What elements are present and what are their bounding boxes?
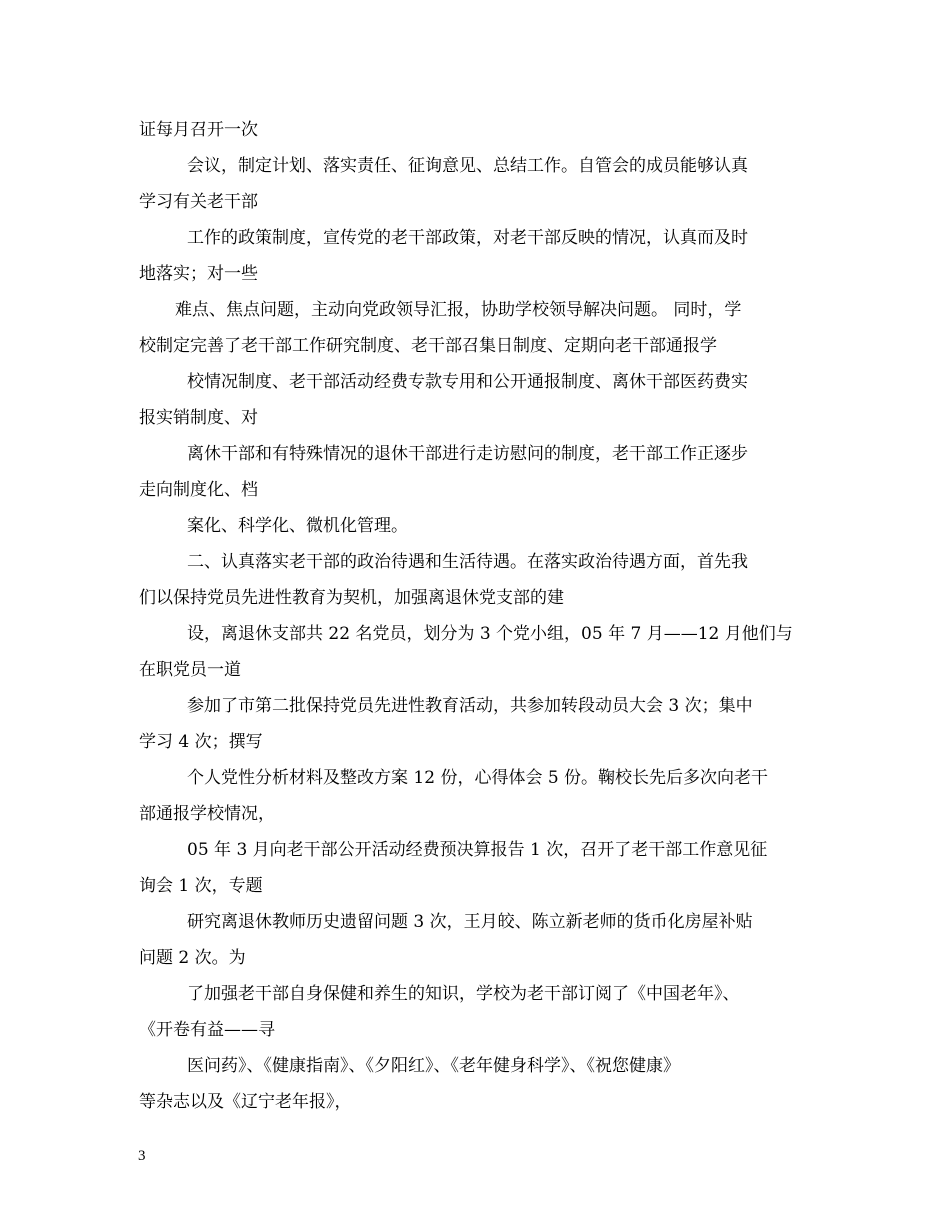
text-line: 《开卷有益——寻	[139, 1020, 275, 1040]
text-line: 校制定完善了老干部工作研究制度、老干部召集日制度、定期向老干部通报学	[139, 336, 717, 356]
text-line: 参加了市第二批保持党员先进性教育活动，共参加转段动员大会 3 次；集中	[187, 696, 753, 716]
text-line: 05 年 3 月向老干部公开活动经费预决算报告 1 次，召开了老干部工作意见征	[187, 840, 768, 860]
text-line: 地落实；对一些	[139, 264, 258, 284]
text-line: 问题 2 次。为	[139, 948, 246, 968]
text-line: 了加强老干部自身保健和养生的知识，学校为老干部订阅了《中国老年》、	[187, 984, 740, 1004]
text-line: 离休干部和有特殊情况的退休干部进行走访慰问的制度，老干部工作正逐步	[187, 444, 748, 464]
text-line: 二、认真落实老干部的政治待遇和生活待遇。在落实政治待遇方面，首先我	[187, 552, 748, 572]
text-line: 证每月召开一次	[139, 120, 258, 140]
text-line: 案化、科学化、微机化管理。	[187, 516, 408, 536]
text-line: 医问药》、《健康指南》、《夕阳红》、《老年健身科学》、《祝您健康》	[187, 1056, 680, 1076]
text-line: 研究离退休教师历史遗留问题 3 次，王月皎、陈立新老师的货币化房屋补贴	[187, 912, 753, 932]
text-line: 学习 4 次；撰写	[139, 732, 263, 752]
text-line: 工作的政策制度，宣传党的老干部政策，对老干部反映的情况，认真而及时	[187, 228, 748, 248]
text-line: 难点、焦点问题，主动向党政领导汇报，协助学校领导解决问题。 同时，学	[175, 300, 742, 320]
text-line: 询会 1 次，专题	[139, 876, 263, 896]
text-line: 们以保持党员先进性教育为契机，加强离退休党支部的建	[139, 588, 564, 608]
text-line: 等杂志以及《辽宁老年报》，	[139, 1092, 352, 1112]
text-line: 报实销制度、对	[139, 408, 258, 428]
page-number: 3	[138, 1148, 146, 1164]
text-line: 设，离退休支部共 22 名党员，划分为 3 个党小组，05 年 7 月——12 月他们与	[187, 624, 793, 644]
text-line: 学习有关老干部	[139, 192, 258, 212]
text-line: 在职党员一道	[139, 660, 241, 680]
text-line: 校情况制度、老干部活动经费专款专用和公开通报制度、离休干部医药费实	[187, 372, 748, 392]
text-line: 个人党性分析材料及整改方案 12 份，心得体会 5 份。鞠校长先后多次向老干	[187, 768, 769, 788]
text-line: 走向制度化、档	[139, 480, 258, 500]
text-line: 部通报学校情况，	[139, 804, 275, 824]
body-text	[139, 112, 819, 1120]
text-line: 会议，制定计划、落实责任、征询意见、总结工作。自管会的成员能够认真	[187, 156, 748, 176]
